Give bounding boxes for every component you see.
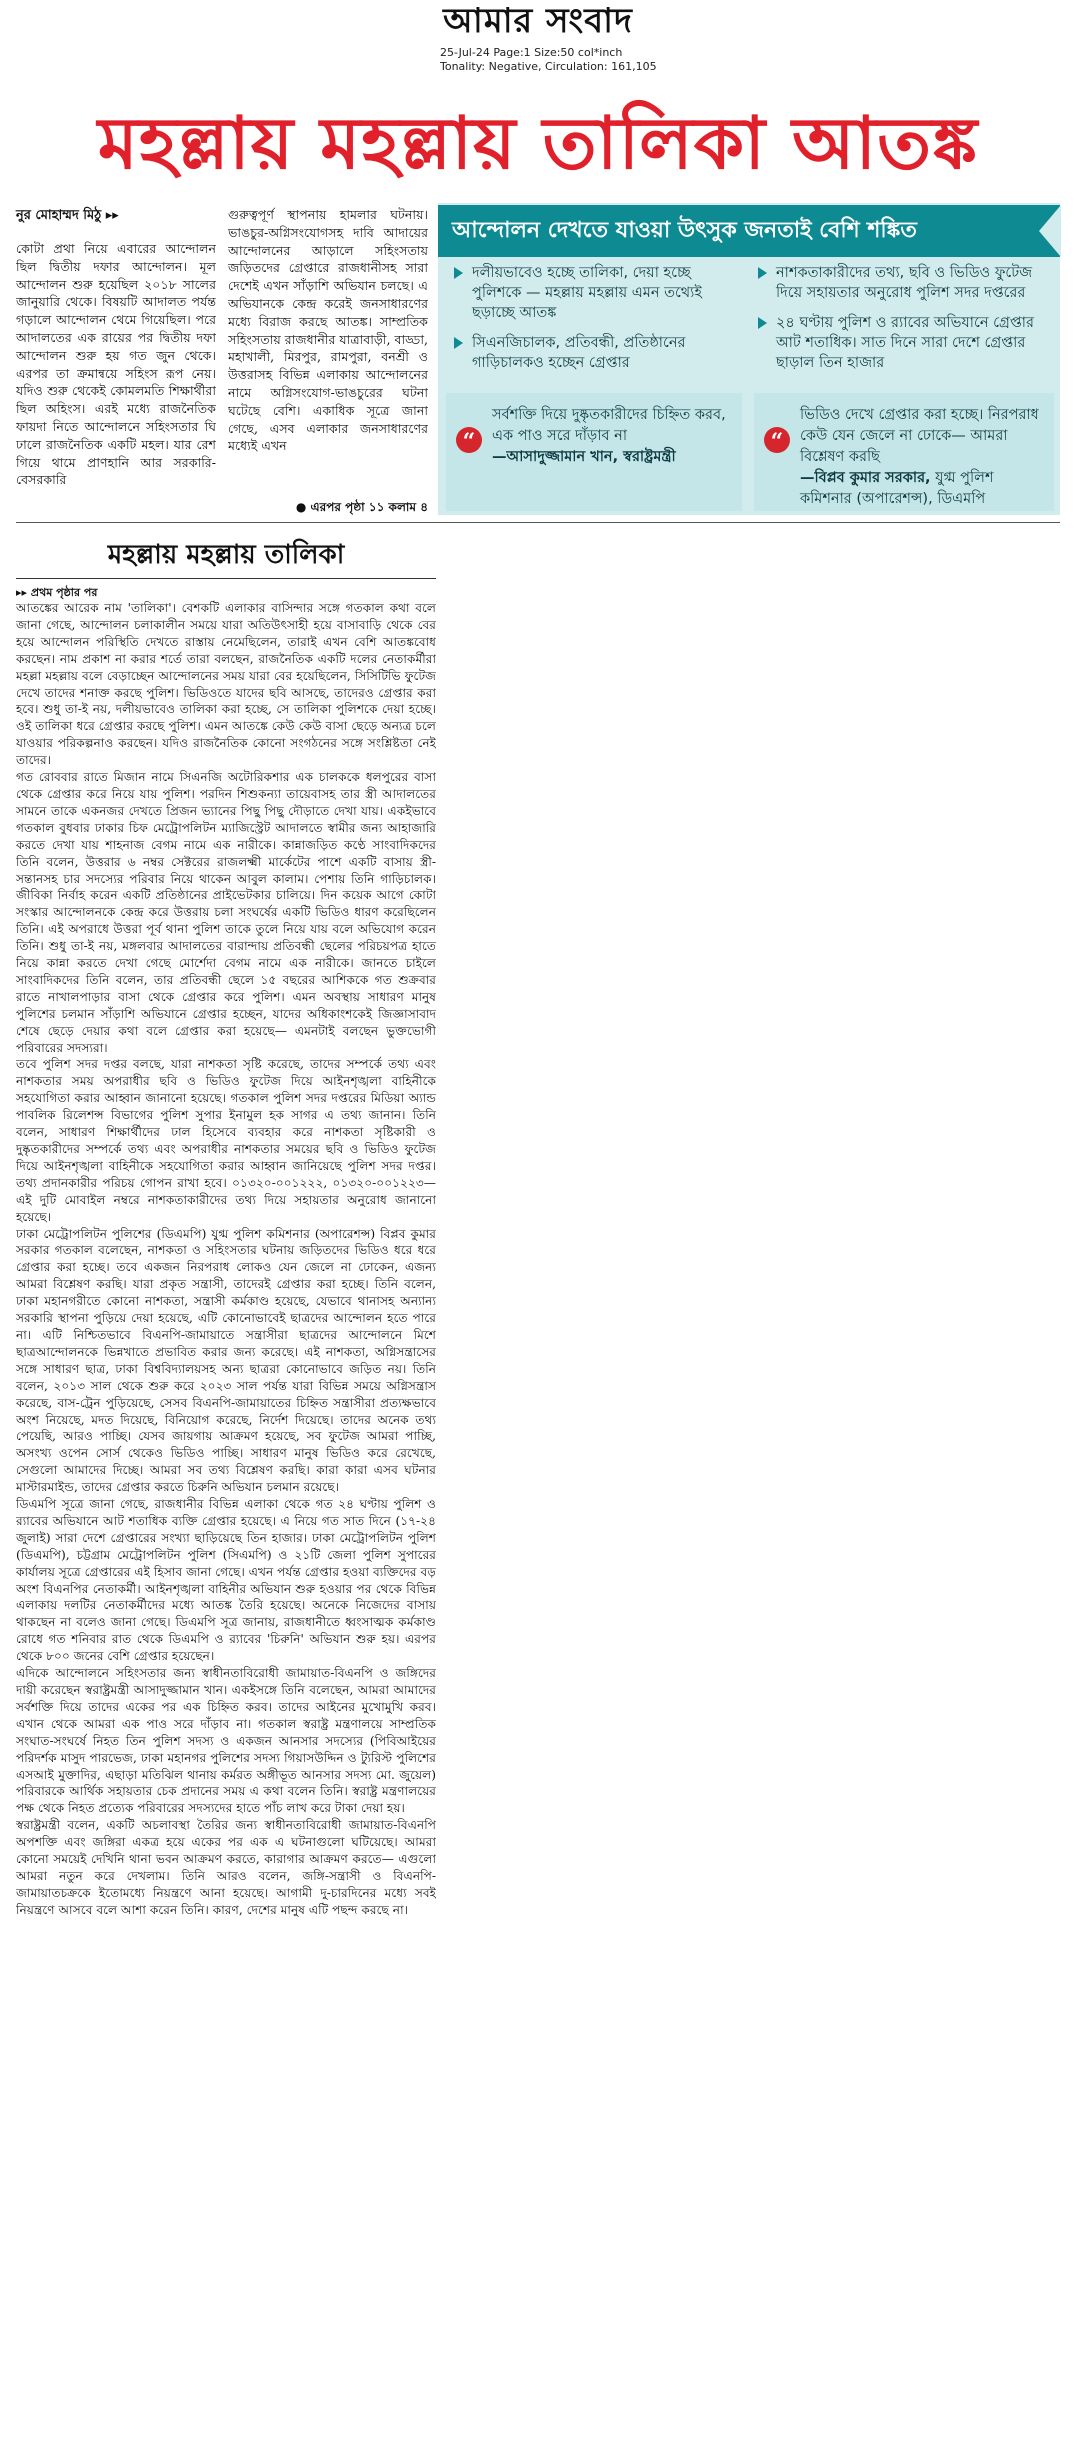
body-paragraph: এদিকে আন্দোলনে সহিংসতার জন্য স্বাধীনতাবিরোধী জামায়াত-বিএনপি ও জঙ্গিদের দায়ী করেছেন স্বরাষ্ট্রমন্ত্রী আসাদুজ্জামান খান। একইসঙ্গে তিনি বলেছেন, আমরা আমাদের সর্বশক্তি দিয়ে তাদের একের পর এক চিহ্নিত করব। তাদের আইনের মুখোমুখি করব। এখান থেকে আমরা এক পাও সরে দাঁড়াব না। গতকাল স্বরাষ্ট্র মন্ত্রণালয়ে সাম্প্রতিক সংঘাত-সংঘর্ষে নিহত তিন পুলিশ সদস্য ও একজন আনসার সদস্যের (পিবিআইয়ের পরিদর্শক মাসুদ পারভেজ, ঢাকা মহানগর পুলিশের সদস্য গিয়াসউদ্দিন ও ট্যুরিস্ট পুলিশের এসআই মুক্তাদির, এছাড়া মতিঝিল থানায় কর্মরত অঙ্গীভূত আনসার সদস্য মো. জুয়েল) পরিবারকে আর্থিক সহায়তার চেক প্রদানের সময় এ কথা বলেন তিনি। স্বরাষ্ট্র মন্ত্রণালয়ের পক্ষ থেকে নিহত প্রত্যেক পরিবারের সদস্যদের হাতে পাঁচ লাখ করে টাকা দেয়া হয়। (16, 1666, 436, 1816)
newspaper-logo: আমার সংবাদ (443, 1, 633, 41)
clipping-tonality: Tonality: Negative, Circulation: 161,105 (440, 60, 657, 73)
quote-text: ভিডিও দেখে গ্রেপ্তার করা হচ্ছে। নিরপরাধ কেউ যেন জেলে না ঢোকে— আমরা বিশ্লেষণ করছি (800, 407, 1039, 465)
quote-attribution: —বিপ্লব কুমার সরকার, (800, 470, 931, 486)
body-paragraph: তবে পুলিশ সদর দপ্তর বলছে, যারা নাশকতা সৃষ্টি করেছে, তাদের সম্পর্কে তথ্য এবং নাশকতার সময় অপরাধীর ছবি ও ভিডিও ফুটেজ দিয়ে আইনশৃঙ্খলা বাহিনীকে সহযোগিতা করার আহ্বান জানানো হয়েছে। গতকাল পুলিশ সদর দপ্তরের মিডিয়া অ্যান্ড পাবলিক রিলেশন্স বিভাগের পুলিশ সুপার ইনামুল হক সাগর এ তথ্য জানান। তিনি বলেন, সাধারণ শিক্ষার্থীদের ঢাল হিসেবে ব্যবহার করে নাশকতা সৃষ্টিকারী ও দুষ্কৃতকারীদের সম্পর্কে তথ্য এবং অপরাধীর নাশকতার সময়ের ছবি ও ভিডিও ফুটেজ দিয়ে আইনশৃঙ্খলা বাহিনীকে সহযোগিতা করার আহ্বান জানিয়েছে পুলিশ সদর দপ্তর। তথ্য প্রদানকারীর পরিচয় গোপন রাখা হবে। ০১৩২০-০০১২২২, ০১৩২০-০০১২২৩— এই দুটি মোবাইল নম্বরে নাশকতাকারীদের তথ্য দিয়ে সহায়তার অনুরোধ জানানো হয়েছে। (16, 1057, 436, 1224)
quote-attribution: —আসাদুজ্জামান খান, স্বরাষ্ট্রমন্ত্রী (492, 449, 676, 465)
clipping-meta (440, 46, 720, 74)
bullet-item: নাশকতাকারীদের তথ্য, ছবি ও ভিডিও ফুটেজ দিয়ে সহায়তার অনুরোধ পুলিশ সদর দপ্তরের (758, 263, 1048, 303)
main-headline: মহল্লায় মহল্লায় তালিকা আতঙ্ক (97, 101, 979, 185)
main-headline-block (0, 98, 1076, 188)
section-divider (16, 522, 1060, 523)
body-paragraph: আতঙ্কের আরেক নাম 'তালিকা'। বেশকটি এলাকার বাসিন্দার সঙ্গে গতকাল কথা বলে জানা গেছে, আন্দোলন চলাকালীন সময়ে যারা অতিউৎসাহী হয়ে বাসাবাড়ি থেকে বের হয়ে আন্দোলন পরিস্থিতি দেখতে রাস্তায় নেমেছিলেন, তারাই এখন বেশি আতঙ্কবোধ করছেন। নাম প্রকাশ না করার শর্তে তারা বলছেন, রাজনৈতিক একটি দলের নেতাকর্মীরা মহল্লা মহল্লায় বলে বেড়াচ্ছেন আন্দোলনের সময় যারা বের হয়েছিলেন, সিসিটিভি ফুটেজ দেখে তাদের শনাক্ত করছে পুলিশ। ভিডিওতে যাদের ছবি আসছে, তাদেরও গ্রেপ্তার করা হবে। শুধু তা-ই নয়, দলীয়ভাবেও তালিকা করা হচ্ছে, সে তালিকা পুলিশকে দেয়া হচ্ছে। ওই তালিকা ধরে গ্রেপ্তার করছে পুলিশ। এমন আতঙ্কে কেউ কেউ বাসা ছেড়ে অন্যত্র চলে যাওয়ার পরিকল্পনাও করছেন। যদিও রাজনৈতিক কোনো সংগঠনের সঙ্গে সংশ্লিষ্টতা নেই তাদের। (16, 601, 436, 768)
continued-on-page-note: ● এরপর পৃষ্ঠা ১১ কলাম ৪ (295, 500, 428, 514)
infobox-bullets-right (758, 263, 1048, 383)
clipping-date-size: 25-Jul-24 Page:1 Size:50 col*inch (440, 46, 623, 59)
infobox-bullets-left (454, 263, 744, 383)
infobox-banner (438, 205, 1060, 257)
quote-mark-icon: “ (456, 427, 482, 453)
bullet-item: দলীয়ভাবেও হচ্ছে তালিকা, দেয়া হচ্ছে পুলিশকে — মহল্লায় মহল্লায় এমন তথ্যেই ছড়াচ্ছে আতঙ্ক (454, 263, 744, 323)
quote-role: যুগ্ম পুলিশ কমিশনার (অপারেশন্স), ডিএমপি (800, 470, 994, 507)
highlight-infobox (438, 203, 1060, 515)
bullet-item: সিএনজিচালক, প্রতিবন্ধী, প্রতিষ্ঠানের গাড়িচালকও হচ্ছেন গ্রেপ্তার (454, 333, 744, 373)
body-paragraph: স্বরাষ্ট্রমন্ত্রী বলেন, একটি অচলাবস্থা তৈরির জন্য স্বাধীনতাবিরোধী জামায়াত-বিএনপি অপশক্তি এবং জঙ্গিরা একত্র হয়ে একের পর এক এ ঘটনাগুলো ঘটিয়েছে। আমরা কোনো সময়েই দেখিনি থানা ভবন আক্রমণ করতে, কারাগার আক্রমণ করতে— এগুলো আমরা নতুন করে দেখলাম। তিনি আরও বলেন, জঙ্গি-সন্ত্রাসী ও বিএনপি-জামায়াতচক্রকে ইতোমধ্যে নিয়ন্ত্রণে আনা হয়েছে। আগামী দু-চারদিনের মধ্যে সবই নিয়ন্ত্রণে আসবে বলে আশা করেন তিনি। কারণ, দেশের মানুষ এটি পছন্দ করছে না। (16, 1818, 436, 1917)
body-paragraph: গত রোববার রাতে মিজান নামে সিএনজি অটোরিকশার এক চালককে ধলপুরের বাসা থেকে গ্রেপ্তার করে নিয়ে যায় পুলিশ। পরদিন শিশুকন্যা তায়েবাসহ তার স্ত্রী আদালতের সামনে তাকে একনজর দেখতে প্রিজন ভ্যানের পিছু পিছু দৌড়াতে দেখা যায়। একইভাবে গতকাল বুধবার ঢাকার চিফ মেট্রোপলিটন ম্যাজিস্ট্রেট আদালতে স্বামীর জন্য আহাজারি করতে দেখা যায় শাহনাজ বেগম নামে এক নারীকে। কান্নাজড়িত কণ্ঠে সাংবাদিকদের তিনি বলেন, উত্তরার ৬ নম্বর সেক্টরের রাজলক্ষ্মী মার্কেটের পাশে একটি বাসায় স্ত্রী-সন্তানসহ চার সদস্যের পরিবার নিয়ে থাকেন আবুল কালাম। পেশায় তিনি গাড়িচালক। জীবিকা নির্বাহ করেন একটি প্রতিষ্ঠানের প্রাইভেটকার চালিয়ে। দিন কয়েক আগে কোটা সংস্কার আন্দোলনকে কেন্দ্র করে উত্তরায় চলা সংঘর্ষের একটি ভিডিও ধারণ করেছিলেন তিনি। এই অপরাধে উত্তরা পূর্ব থানা পুলিশ তাকে তুলে নিয়ে যায় বলে অভিযোগ করেন তিনি। শুধু তা-ই নয়, মঙ্গলবার আদালতের বারান্দায় প্রতিবন্ধী ছেলের পরিচয়পত্র হাতে নিয়ে কান্না করতে দেখা গেছে মোর্শেদা বেগম নামে এক নারীকে। জানতে চাইলে সাংবাদিকদের তিনি বলেন, তার প্রতিবন্ধী ছেলে ১৫ বছরের আশিককে গত শুক্রবার রাতে নাখালপাড়ার বাসা থেকে গ্রেপ্তার করে পুলিশ। এমন অবস্থায় সাধারণ মানুষ পুলিশের চলমান সাঁড়াশি অভিযানে গ্রেপ্তার হচ্ছেন, যাদের অধিকাংশকেই জিজ্ঞাসাবাদ শেষে ছেড়ে দেয়ার কথা বলে গ্রেপ্তার করা হয়েছে— এমনটাই বলছেন ভুক্তভোগী পরিবারের সদস্যরা। (16, 770, 436, 1055)
continuation-body (16, 600, 436, 2450)
bullet-item: ২৪ ঘণ্টায় পুলিশ ও র‌্যাবের অভিযানে গ্রেপ্তার আট শতাধিক। সাত দিনে সারা দেশে গ্রেপ্তার ছাড়াল তিন হাজার (758, 313, 1048, 373)
lead-column-2: গুরুত্বপূর্ণ স্থাপনায় হামলার ঘটনায়। ভাঙচুর-অগ্নিসংযোগসহ দাবি আদায়ের আন্দোলনের আড়ালে সহিংসতায় জড়িতদের গ্রেপ্তারে রাজধানীসহ সারা দেশেই এখন সাঁড়াশি অভিযান চলছে। এ অভিযানকে কেন্দ্র করেই জনসাধারণের মধ্যে বিরাজ করছে আতঙ্ক। সাম্প্রতিক সহিংসতায় রাজধানীর যাত্রাবাড়ী, বাড্ডা, মহাখালী, মিরপুর, রামপুরা, বনশ্রী ও উত্তরাসহ বিভিন্ন এলাকায় আন্দোলনের নামে অগ্নিসংযোগ-ভাঙচুরের ঘটনা ঘটেছে বেশি। একাধিক সূত্রে জানা গেছে, এসব এলাকার জনসাধারণের মধ্যেই এখন (228, 207, 428, 454)
body-paragraph: ঢাকা মেট্রোপলিটন পুলিশের (ডিএমপি) যুগ্ম পুলিশ কমিশনার (অপারেশন্স) বিপ্লব কুমার সরকার গতকাল বলেছেন, নাশকতা ও সহিংসতার ঘটনায় জড়িতদের ভিডিও ধরে ধরে গ্রেপ্তার করা হচ্ছে। তবে একজন নিরপরাধ লোকও যেন জেলে না ঢোকেন, এজন্য আমরা বিশ্লেষণ করছি। যারা প্রকৃত সন্ত্রাসী, তাদেরই গ্রেপ্তার করা হচ্ছে। তিনি বলেন, ঢাকা মহানগরীতে কোনো নাশকতা, সন্ত্রাসী কর্মকাণ্ড হয়েছে, যেভাবে থানাসহ অন্যান্য সরকারি স্থাপনা পুড়িয়ে দেয়া হয়েছে, এটি কোনোভাবেই ছাত্রদের আন্দোলন হতে পারে না। এটি নিশ্চিতভাবে বিএনপি-জামায়াতে সন্ত্রাসীরা ছাত্রদের আন্দোলনে মিশে ছাত্রআন্দোলনকে ভিন্নখাতে প্রভাবিত করার জন্য করেছে। এই নাশকতা, অগ্নিসন্ত্রাসের সঙ্গে সাধারণ ছাত্র, ঢাকা বিশ্ববিদ্যালয়সহ অন্য ছাত্ররা কোনোভাবে জড়িত নয়। তিনি বলেন, ২০১৩ সাল থেকে শুরু করে ২০২৩ সাল পর্যন্ত যারা বিভিন্ন সময়ে অগ্নিসন্ত্রাস করেছে, বাস-ট্রেন পুড়িয়েছে, সেসব বিএনপি-জামায়াতের চিহ্নিত সন্ত্রাসীরা প্রত্যক্ষভাবে অংশ নিয়েছে, মদত দিয়েছে, বিনিয়োগ করেছে, নির্দেশ দিয়েছে। তাদের অনেক তথ্য পেয়েছি, আরও পাচ্ছি। যেসব জায়গায় আক্রমণ হয়েছে, সব ফুটেজ আমরা পাচ্ছি, অসংখ্য ওপেন সোর্স থেকেও ভিডিও পাচ্ছি। সাধারণ মানুষ ভিডিও করে রেখেছে, সেগুলো আমাদের দিচ্ছে। আমরা সব তথ্য বিশ্লেষণ করছি। কারা কারা এসব ঘটনার মাস্টারমাইন্ড, তাদের গ্রেপ্তার করতে চিরুনি অভিযান চলমান রয়েছে। (16, 1226, 436, 1495)
byline: নুর মোহাম্মদ মিঠু ▸▸ (16, 208, 119, 223)
lead-column-1: কোটা প্রথা নিয়ে এবারের আন্দোলন ছিল দ্বিতীয় দফার আন্দোলন। মূল আন্দোলন শুরু হয়েছিল ২০১৮ সালের জানুয়ারি থেকে। বিষয়টি আদালত পর্যন্ত গড়ালে আন্দোলন থেমে গিয়েছিল। পরে আদালতের এক রায়ের পর দ্বিতীয় দফা আন্দোলন শুরু হয় গত জুন থেকে। এরপর তা ক্রমান্বয়ে সহিংস রূপ নেয়। যদিও শুরু থেকেই কোমলমতি শিক্ষার্থীরা ছিল অহিংস। এরই মধ্যে রাজনৈতিক ফায়দা নিতে আন্দোলনে সহিংসতার ঘি ঢালে রাজনৈতিক একটি মহল। যার রেশ গিয়ে থামে প্রাণহানি আর সরকারি-বেসরকারি (16, 241, 216, 488)
continuation-heading: মহল্লায় মহল্লায় তালিকা (107, 540, 345, 570)
quote-police (754, 393, 1054, 511)
continued-from-note: ▸▸ প্রথম পৃষ্ঠার পর (16, 586, 98, 599)
heading-underline (16, 578, 436, 579)
quote-mark-icon: “ (764, 427, 790, 453)
newspaper-masthead (0, 0, 1076, 42)
banner-arrow-icon (1039, 205, 1061, 257)
body-paragraph: ডিএমপি সূত্রে জানা গেছে, রাজধানীর বিভিন্ন এলাকা থেকে গত ২৪ ঘণ্টায় পুলিশ ও র‌্যাবের অভিযানে আট শতাধিক ব্যক্তি গ্রেপ্তার হয়েছে। এ নিয়ে গত সাত দিনে (১৭-২৪ জুলাই) সারা দেশে গ্রেপ্তারের সংখ্যা ছাড়িয়েছে তিন হাজার। ঢাকা মেট্রোপলিটন পুলিশ (ডিএমপি), চট্টগ্রাম মেট্রোপলিটন পুলিশ (সিএমপি) ও ২১টি জেলা পুলিশ সুপারের কার্যালয় সূত্রে গ্রেপ্তারের এই হিসাব জানা গেছে। এখন পর্যন্ত গ্রেপ্তার হওয়া ব্যক্তিদের বড় অংশ বিএনপির নেতাকর্মী। আইনশৃঙ্খলা বাহিনীর অভিযান শুরু হওয়ার পর থেকে বিভিন্ন এলাকায় দলটির নেতাকর্মীদের মধ্যে আতঙ্ক তৈরি হয়েছে। অনেকে নিজেদের বাসায় থাকছেন না বলেও জানা গেছে। ডিএমপি সূত্র জানায়, রাজধানীতে ধ্বংসাত্মক কর্মকাণ্ড রোধে গত শনিবার রাত থেকে ডিএমপি ও র‌্যাবের 'চিরুনি' অভিযান শুরু হয়। এরপর থেকে ৮০০ জনের বেশি গ্রেপ্তার হয়েছেন। (16, 1497, 436, 1664)
quote-text: সর্বশক্তি দিয়ে দুষ্কৃতকারীদের চিহ্নিত করব, এক পাও সরে দাঁড়াব না (492, 407, 726, 444)
quote-minister (446, 393, 742, 511)
infobox-title: আন্দোলন দেখতে যাওয়া উৎসুক জনতাই বেশি শঙ্কিত (452, 218, 917, 243)
